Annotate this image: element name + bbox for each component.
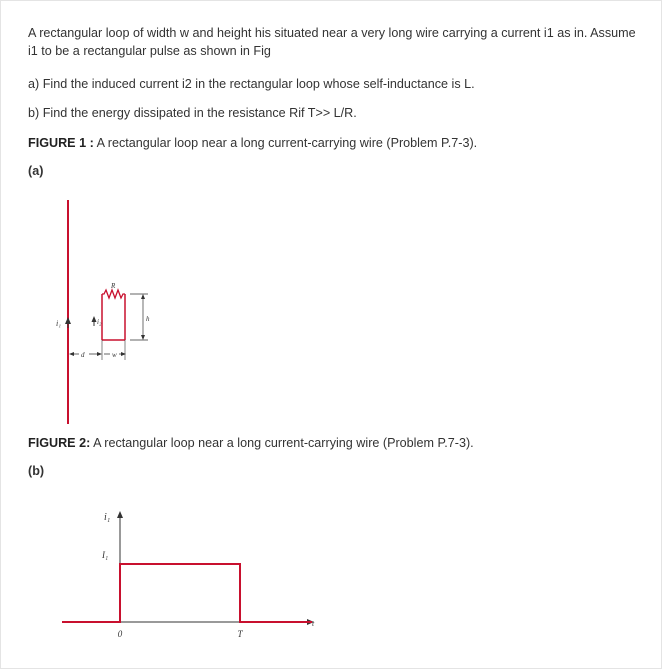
h-dim-arrow-top xyxy=(141,294,145,299)
y-axis-label: i₁ xyxy=(104,512,111,523)
figure-1-caption xyxy=(28,134,477,152)
x-axis-label: t xyxy=(312,619,315,628)
i2-label: i₂ xyxy=(97,318,102,326)
figure-2-caption xyxy=(28,434,474,452)
resistor-zigzag xyxy=(102,290,125,298)
figure-1-sublabel: (a) xyxy=(28,164,44,178)
part-b-question: b) Find the energy dissipated in the resistance Rif T>> L/R. xyxy=(28,106,357,120)
figure-1-diagram xyxy=(28,188,178,428)
pulse-series-line xyxy=(62,564,312,622)
d-dim-arrow-right xyxy=(97,352,102,356)
h-label: h xyxy=(146,315,150,323)
d-label: d xyxy=(81,351,85,359)
x-tick-T: T xyxy=(237,629,243,639)
w-label: w xyxy=(112,351,117,359)
figure-2-sublabel: (b) xyxy=(28,464,45,478)
i1-label: i₁ xyxy=(56,319,62,328)
h-dim-arrow-bottom xyxy=(141,335,145,340)
i1-arrow-head xyxy=(65,317,71,324)
figure-1-caption-text: A rectangular loop near a long current-carrying wire (Problem P.7-3). xyxy=(93,136,478,150)
figure-2-caption-text: A rectangular loop near a long current-carrying wire (Problem P.7-3). xyxy=(90,436,474,450)
resistor-label: R xyxy=(111,282,116,290)
figure-2-chart xyxy=(58,498,328,648)
problem-statement: A rectangular loop of width w and height his situated near a very long wire carrying a current i1 as in. Assume i1 to be a rectangular pulse as shown in Fig xyxy=(28,26,636,58)
x-tick-zero: 0 xyxy=(117,629,123,639)
i2-arrow-head xyxy=(92,316,97,322)
part-a-question: a) Find the induced current i2 in the rectangular loop whose self-inductance is L. xyxy=(28,77,475,91)
d-dim-arrow-left xyxy=(69,352,74,356)
figure-2-caption-label: FIGURE 2: xyxy=(28,436,91,450)
y-tick-I1: I₁ xyxy=(102,550,109,560)
figure-1-caption-label: FIGURE 1 : xyxy=(28,136,94,150)
y-axis-arrow xyxy=(117,511,123,518)
